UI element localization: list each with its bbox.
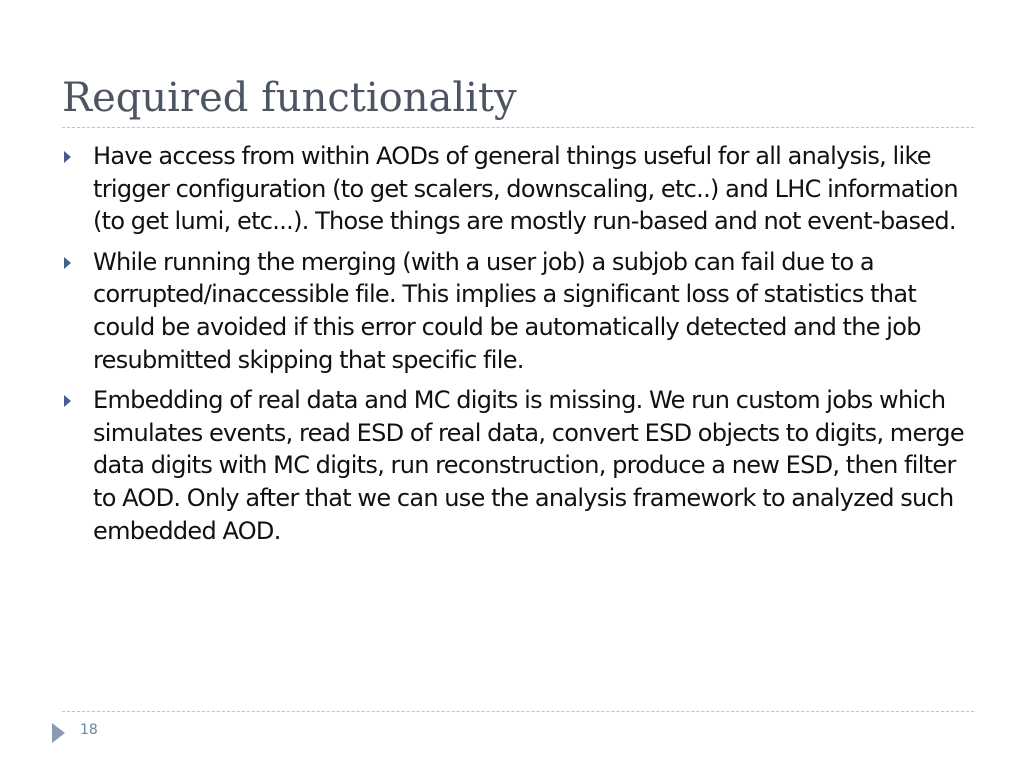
bullet-list bbox=[60, 140, 975, 555]
triangle-right-icon bbox=[64, 257, 71, 269]
bullet-text: Have access from within AODs of general things useful for all analysis, like trigger configuration (to get scalers, downscaling, etc..) and LHC information (to get lumi, etc...). Those things are mostly run-based and not event-based. bbox=[93, 142, 958, 236]
bullet-item bbox=[60, 246, 975, 376]
bullet-text: Embedding of real data and MC digits is missing. We run custom jobs which simulates events, read ESD of real data, convert ESD objects to digits, merge data digits with MC digits, run reconstruction, produce a new ESD, then filter to AOD. Only after that we can use the analysis framework to analyzed such embedded AOD. bbox=[93, 386, 964, 545]
title-divider bbox=[62, 127, 974, 128]
page-number: 18 bbox=[80, 722, 98, 738]
footer-triangle-icon bbox=[52, 723, 65, 743]
bullet-item bbox=[60, 140, 975, 238]
bullet-text: While running the merging (with a user job) a subjob can fail due to a corrupted/inaccessible file. This implies a significant loss of statistics that could be avoided if this error could be automatically detected and the job resubmitted skipping that specific file. bbox=[93, 247, 921, 374]
bullet-item bbox=[60, 384, 975, 547]
slide-title: Required functionality bbox=[62, 75, 517, 121]
triangle-right-icon bbox=[64, 395, 71, 407]
footer-divider bbox=[62, 711, 974, 712]
triangle-right-icon bbox=[64, 151, 71, 163]
